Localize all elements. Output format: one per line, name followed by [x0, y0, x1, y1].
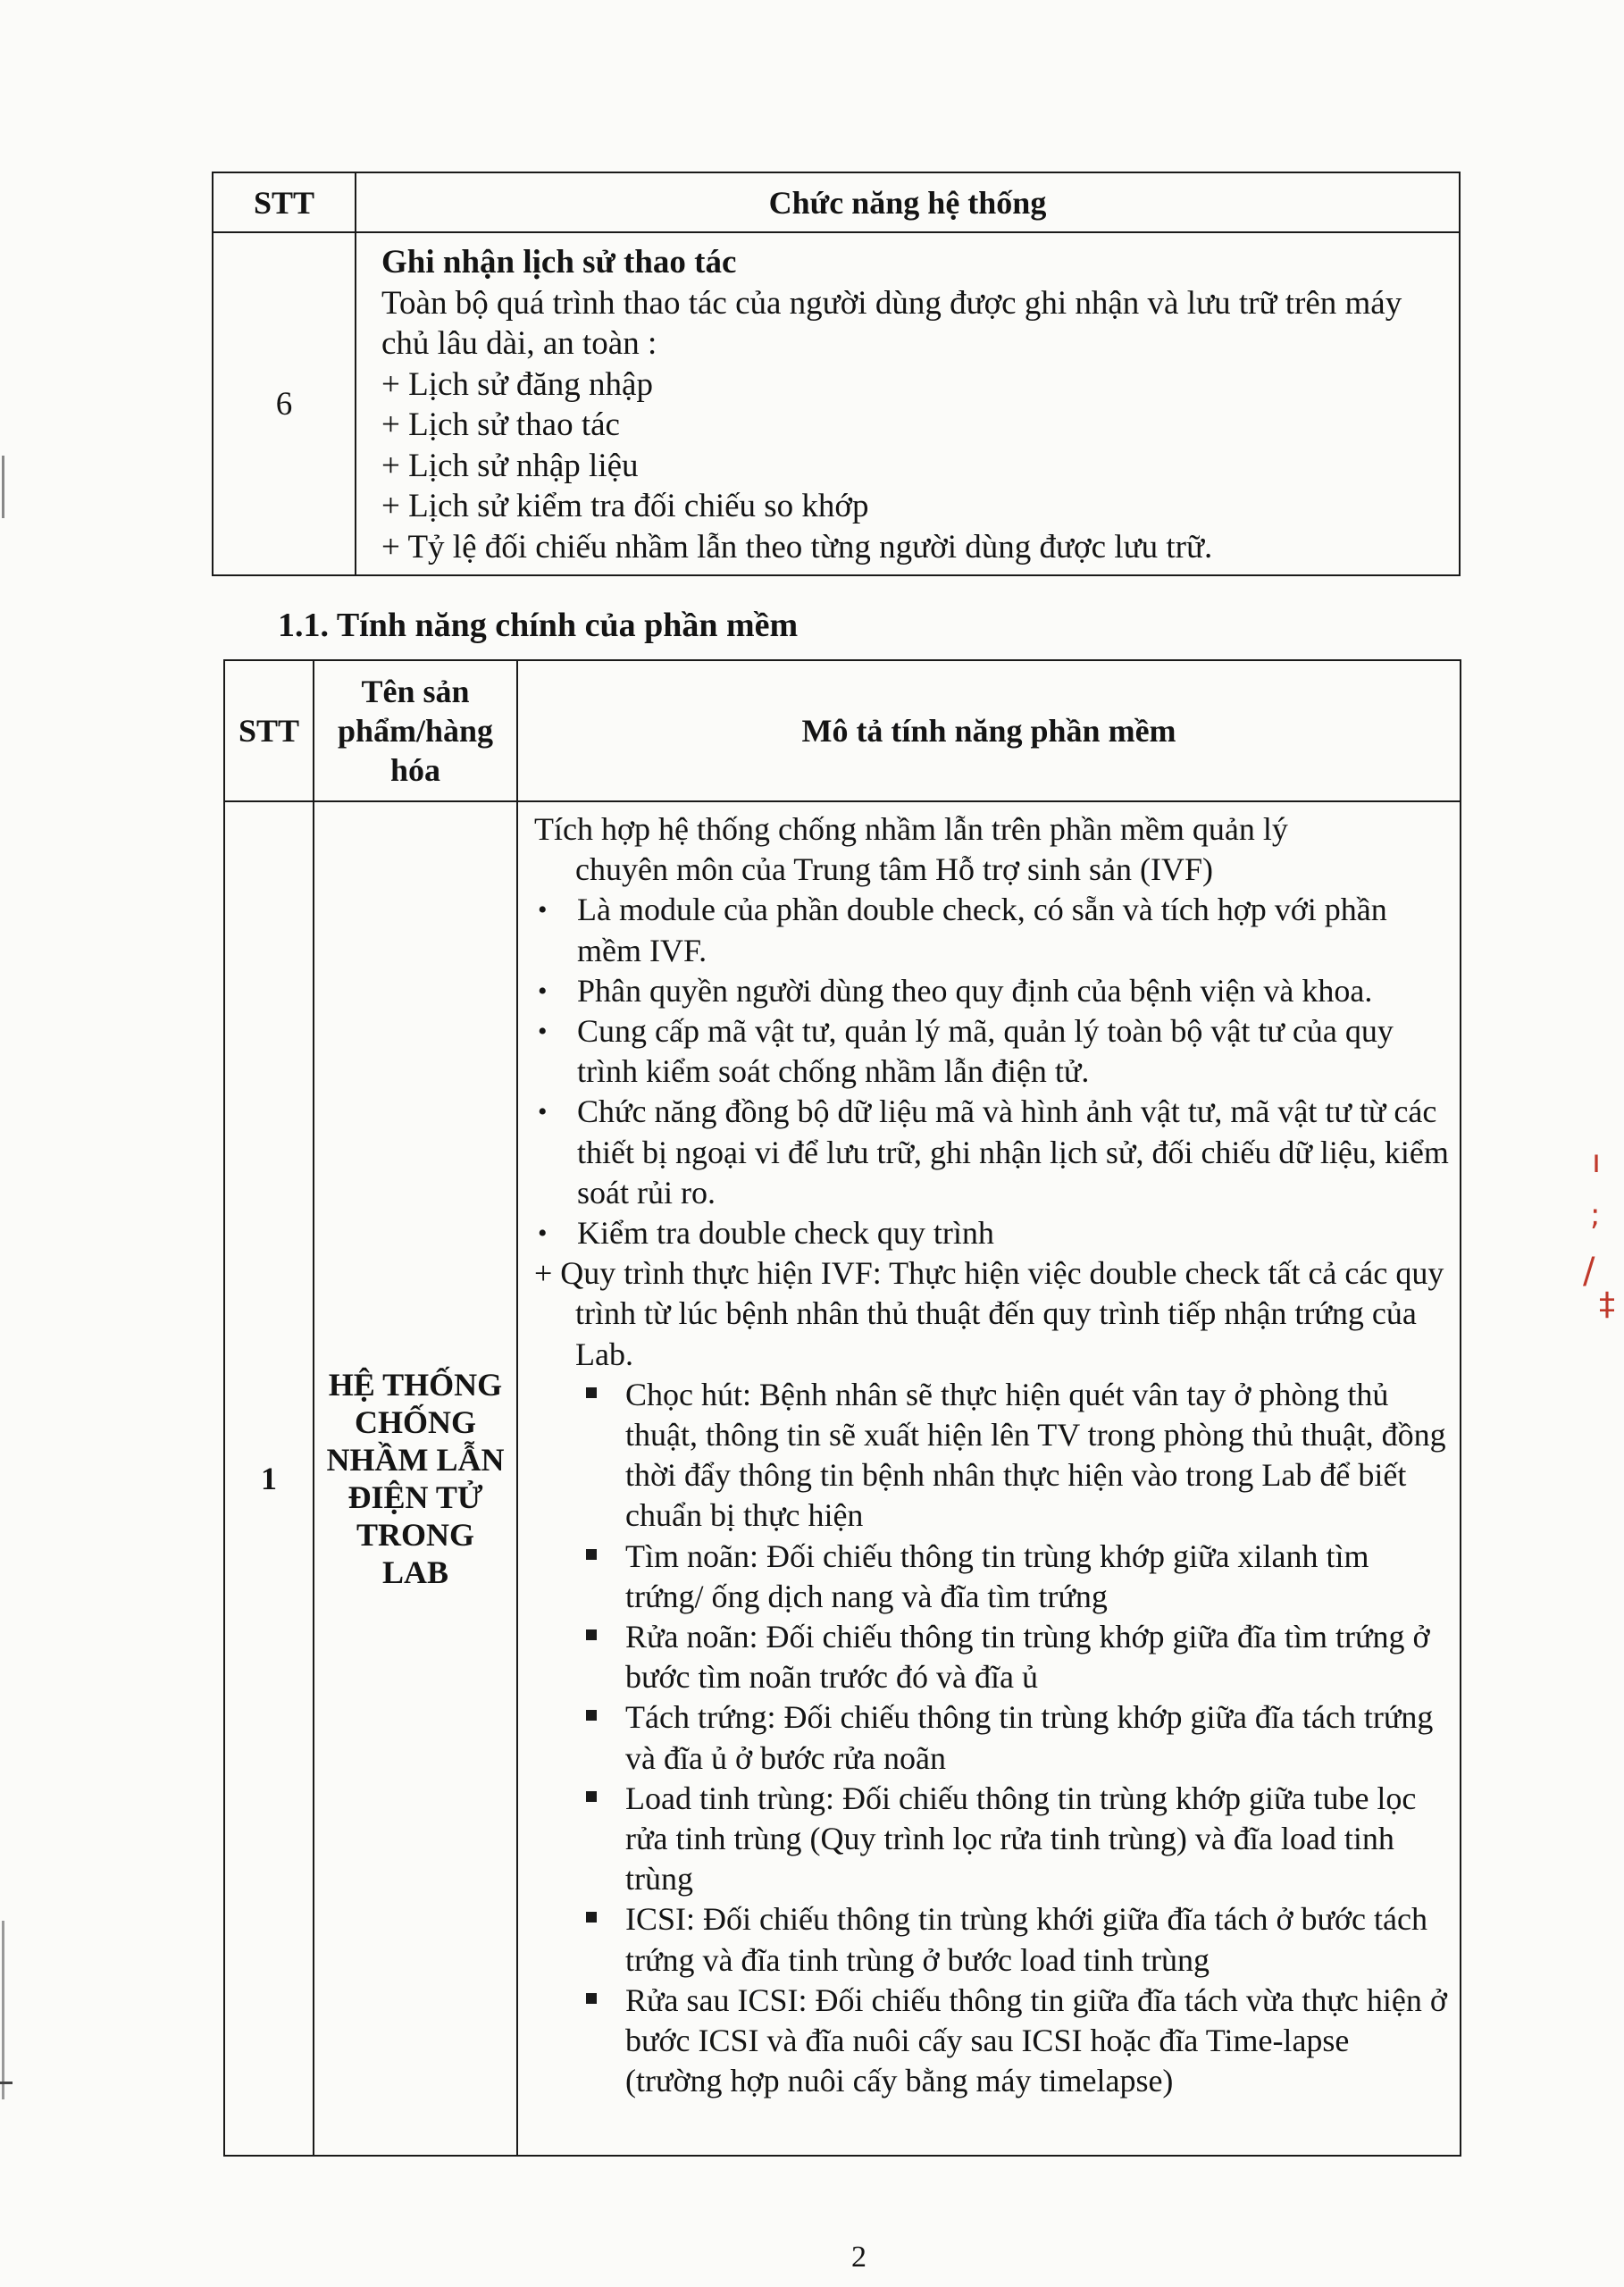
header-stt: STT — [224, 660, 314, 801]
square-bullet-icon — [586, 1791, 597, 1802]
section-heading: 1.1. Tính năng chính của phần mềm — [278, 607, 799, 644]
header-function: Chức năng hệ thống — [356, 172, 1460, 232]
step-item: Rửa noãn: Đối chiếu thông tin trùng khớp giữa đĩa tìm trứng ở bước tìm noãn trước đó và đĩa ủ — [534, 1617, 1449, 1697]
square-bullet-icon — [586, 1912, 597, 1923]
bullet-dot-icon: • — [538, 1097, 548, 1127]
system-functions-table — [212, 172, 1461, 576]
square-bullet-icon — [586, 1993, 597, 2004]
header-description: Mô tả tính năng phần mềm — [517, 660, 1461, 801]
ivf-process-item: + Quy trình thực hiện IVF: Thực hiện việc double check tất cả các quy trình từ lúc bệnh nhân thủ thuật đến quy trình tiếp nhận trứng của Lab. — [534, 1255, 1444, 1372]
margin-annotation-mark: ; — [1590, 1197, 1601, 1233]
bullet-dot-icon: • — [538, 1017, 548, 1047]
bullet-item: • Phân quyền người dùng theo quy định của bệnh viện và khoa. — [536, 971, 1449, 1011]
scan-mark — [2, 456, 4, 518]
page-number: 2 — [851, 2241, 866, 2274]
history-item: + Lịch sử đăng nhập — [381, 365, 653, 403]
row-stt: 1 — [224, 801, 314, 2156]
header-stt: STT — [213, 172, 356, 232]
bullet-dot-icon: • — [538, 976, 548, 1006]
square-bullet-icon — [586, 1710, 597, 1721]
description-cell — [517, 801, 1461, 2156]
table-row — [213, 232, 1460, 575]
software-features-table — [223, 659, 1461, 2157]
bullet-item: • Là module của phần double check, có sẵn và tích hợp với phần mềm IVF. — [538, 892, 1387, 968]
history-item: + Lịch sử kiểm tra đối chiếu so khớp — [381, 488, 869, 524]
function-title: Ghi nhận lịch sử thao tác — [381, 244, 737, 281]
intro-text: Tích hợp hệ thống chống nhầm lẫn trên phần mềm quản lý — [534, 811, 1288, 847]
step-item: Chọc hút: Bệnh nhân sẽ thực hiện quét vân tay ở phòng thủ thuật, thông tin sẽ xuất hiện lên TV trong phòng thủ thuật, đồng thời đẩy thông tin bệnh nhân thực hiện vào trong Lab để biết chuẩn bị thực hiện — [534, 1375, 1449, 1537]
intro-text-continued: chuyên môn của Trung tâm Hỗ trợ sinh sản (IVF) — [575, 851, 1213, 888]
margin-annotation-mark: ‡ — [1599, 1286, 1615, 1323]
bullet-item: • Kiểm tra double check quy trình — [536, 1213, 1449, 1253]
scan-mark — [0, 2082, 13, 2084]
history-item: + Tỷ lệ đối chiếu nhầm lẫn theo từng người dùng được lưu trữ. — [381, 528, 1213, 565]
square-bullet-icon — [586, 1387, 597, 1398]
scan-mark — [2, 1921, 4, 2099]
step-item: Rửa sau ICSI: Đối chiếu thông tin giữa đĩa tách vừa thực hiện ở bước ICSI và đĩa nuôi cấy sau ICSI hoặc đĩa Time-lapse (trường hợp nuôi cấy bằng máy timelapse) — [534, 1981, 1449, 2102]
product-name: HỆ THỐNG CHỐNG NHẦM LẪN ĐIỆN TỬ TRONG LAB — [314, 801, 517, 2156]
square-bullet-icon — [586, 1629, 597, 1640]
bullet-item: • Cung cấp mã vật tư, quản lý mã, quản lý toàn bộ vật tư của quy trình kiểm soát chống nhầm lẫn điện tử. — [538, 1013, 1394, 1090]
bullet-dot-icon: • — [538, 1219, 548, 1249]
step-item: Load tinh trùng: Đối chiếu thông tin trùng khớp giữa tube lọc rửa tinh trùng (Quy trình lọc rửa tinh trùng) và đĩa load tinh trùng — [534, 1779, 1449, 1900]
step-item: Tách trứng: Đối chiếu thông tin trùng khớp giữa đĩa tách trứng và đĩa ủ ở bước rửa noãn — [534, 1697, 1449, 1778]
function-description: Toàn bộ quá trình thao tác của người dùng được ghi nhận và lưu trữ trên máy chủ lâu dài, an toàn : — [381, 284, 1402, 362]
margin-annotation-mark: / — [1583, 1251, 1595, 1292]
step-item: ICSI: Đối chiếu thông tin trùng khới giữa đĩa tách ở bước tách trứng và đĩa tinh trùng ở bước load tinh trùng — [534, 1899, 1449, 1980]
history-item: + Lịch sử thao tác — [381, 406, 620, 443]
row-stt: 6 — [213, 232, 356, 575]
table-header-row — [224, 660, 1461, 801]
step-item: Tìm noãn: Đối chiếu thông tin trùng khớp giữa xilanh tìm trứng/ ống dịch nang và đĩa tìm trứng — [534, 1537, 1449, 1617]
table-row — [224, 801, 1461, 2156]
square-bullet-icon — [586, 1549, 597, 1560]
header-product: Tên sản phẩm/hàng hóa — [314, 660, 517, 801]
row-function-cell — [356, 232, 1460, 575]
bullet-item: • Chức năng đồng bộ dữ liệu mã và hình ảnh vật tư, mã vật tư từ các thiết bị ngoại vi để lưu trữ, ghi nhận lịch sử, đối chiếu dữ liệu, kiểm soát rủi ro. — [538, 1093, 1449, 1211]
bullet-dot-icon: • — [538, 895, 548, 926]
margin-annotation-mark: ı — [1592, 1144, 1602, 1180]
table-header-row — [213, 172, 1460, 232]
history-item: + Lịch sử nhập liệu — [381, 447, 639, 484]
